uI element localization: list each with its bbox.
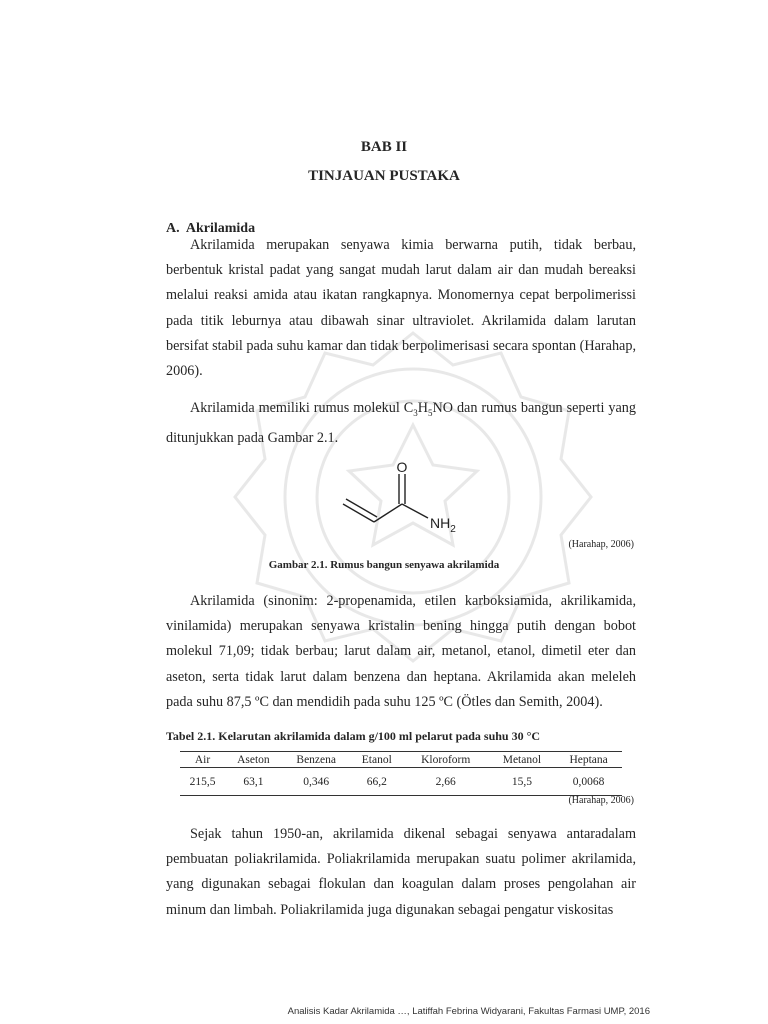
- chapter-number: BAB II: [360, 139, 408, 155]
- paragraph-3: Akrilamida (sinonim: 2-propenamida, etilen karboksiamida, akrilikamida, vinilamida) merupakan senyawa kristalin bening hingga putih dengan bobot molekul 71,09; tidak berbau; larut dalam air, metanol, etanol, dimetil eter dan aseton, serta tidak larut dalam benzena dan heptana. Akrilamida akan meleleh pada suhu 87,5 ºC dan mendidih pada suhu 125 ºC (Ötles dan Semith, 2004).: [166, 593, 636, 710]
- figure-caption: Gambar 2.1. Rumus bangun senyawa akrilamida: [268, 559, 500, 571]
- paragraph-2-text-b: H: [417, 400, 428, 416]
- table-cell: 15,5: [489, 768, 556, 796]
- nh-subscript: 2: [450, 524, 456, 533]
- table-header: Air: [180, 752, 225, 768]
- section-title: Akrilamida: [185, 221, 256, 236]
- oxygen-atom: O: [396, 459, 408, 475]
- table-cell: 66,2: [351, 768, 403, 796]
- table-header: Benzena: [282, 752, 351, 768]
- table-cell: 215,5: [180, 768, 225, 796]
- table-cell: 2,66: [403, 768, 489, 796]
- paragraph-2-text-a: Akrilamida memiliki rumus molekul C: [190, 400, 414, 416]
- table-header: Kloroform: [403, 752, 489, 768]
- table-header-row: [180, 752, 622, 768]
- table-source: (Harahap, 2006): [568, 795, 634, 806]
- table-header: Aseton: [225, 752, 282, 768]
- chapter-title: TINJAUAN PUSTAKA: [308, 168, 460, 184]
- nh-label: [430, 515, 456, 533]
- figure-source: (Harahap, 2006): [568, 539, 634, 550]
- amide-bond: [402, 504, 428, 518]
- table-header: Metanol: [489, 752, 556, 768]
- nh-atom: NH: [430, 515, 451, 531]
- table-caption: Tabel 2.1. Kelarutan akrilamida dalam g/100 ml pelarut pada suhu 30 °C: [166, 729, 541, 743]
- section-label: A.: [166, 221, 180, 236]
- page-footer: Analisis Kadar Akrilamida …, Latiffah Febrina Widyarani, Fakultas Farmasi UMP, 2016: [287, 1006, 650, 1017]
- solubility-table: [180, 751, 622, 796]
- table-cell: 63,1: [225, 768, 282, 796]
- paragraph-1: Akrilamida merupakan senyawa kimia berwarna putih, tidak berbau, berbentuk kristal padat yang sangat mudah larut dalam air dan mudah bereaksi melalui reaksi amida atau ikatan rangkapnya. Monomernya cepat berpolimerissi pada titik leburnya atau dibawah sinar ultraviolet. Akrilamida dalam larutan bersifat stabil pada suhu kamar dan tidak berpolimerisasi secara spontan (Harahap, 2006).: [166, 237, 636, 380]
- subscript-5: 5: [427, 407, 433, 418]
- table-row: [180, 768, 622, 796]
- acrylamide-structure: [338, 458, 478, 533]
- paragraph-2: [166, 396, 636, 451]
- table-header: Heptana: [555, 752, 622, 768]
- paragraph-4: Sejak tahun 1950-an, akrilamida dikenal sebagai senyawa antaradalam pembuatan poliakrilamida. Poliakrilamida merupakan suatu polimer akrilamida, yang digunakan sebagai flokulan dan koagulan dalam proses pengolahan air minum dan limbah. Poliakrilamida juga digunakan sebagai pengatur viskositas: [166, 826, 636, 918]
- table-cell: 0,346: [282, 768, 351, 796]
- subscript-3: 3: [413, 407, 418, 418]
- table-header: Etanol: [351, 752, 403, 768]
- table-cell: 0,0068: [555, 768, 622, 796]
- paragraph-2-text-c: NO dan rumus bangun seperti yang ditunjukkan pada Gambar 2.1.: [166, 400, 636, 447]
- single-bond: [374, 504, 402, 522]
